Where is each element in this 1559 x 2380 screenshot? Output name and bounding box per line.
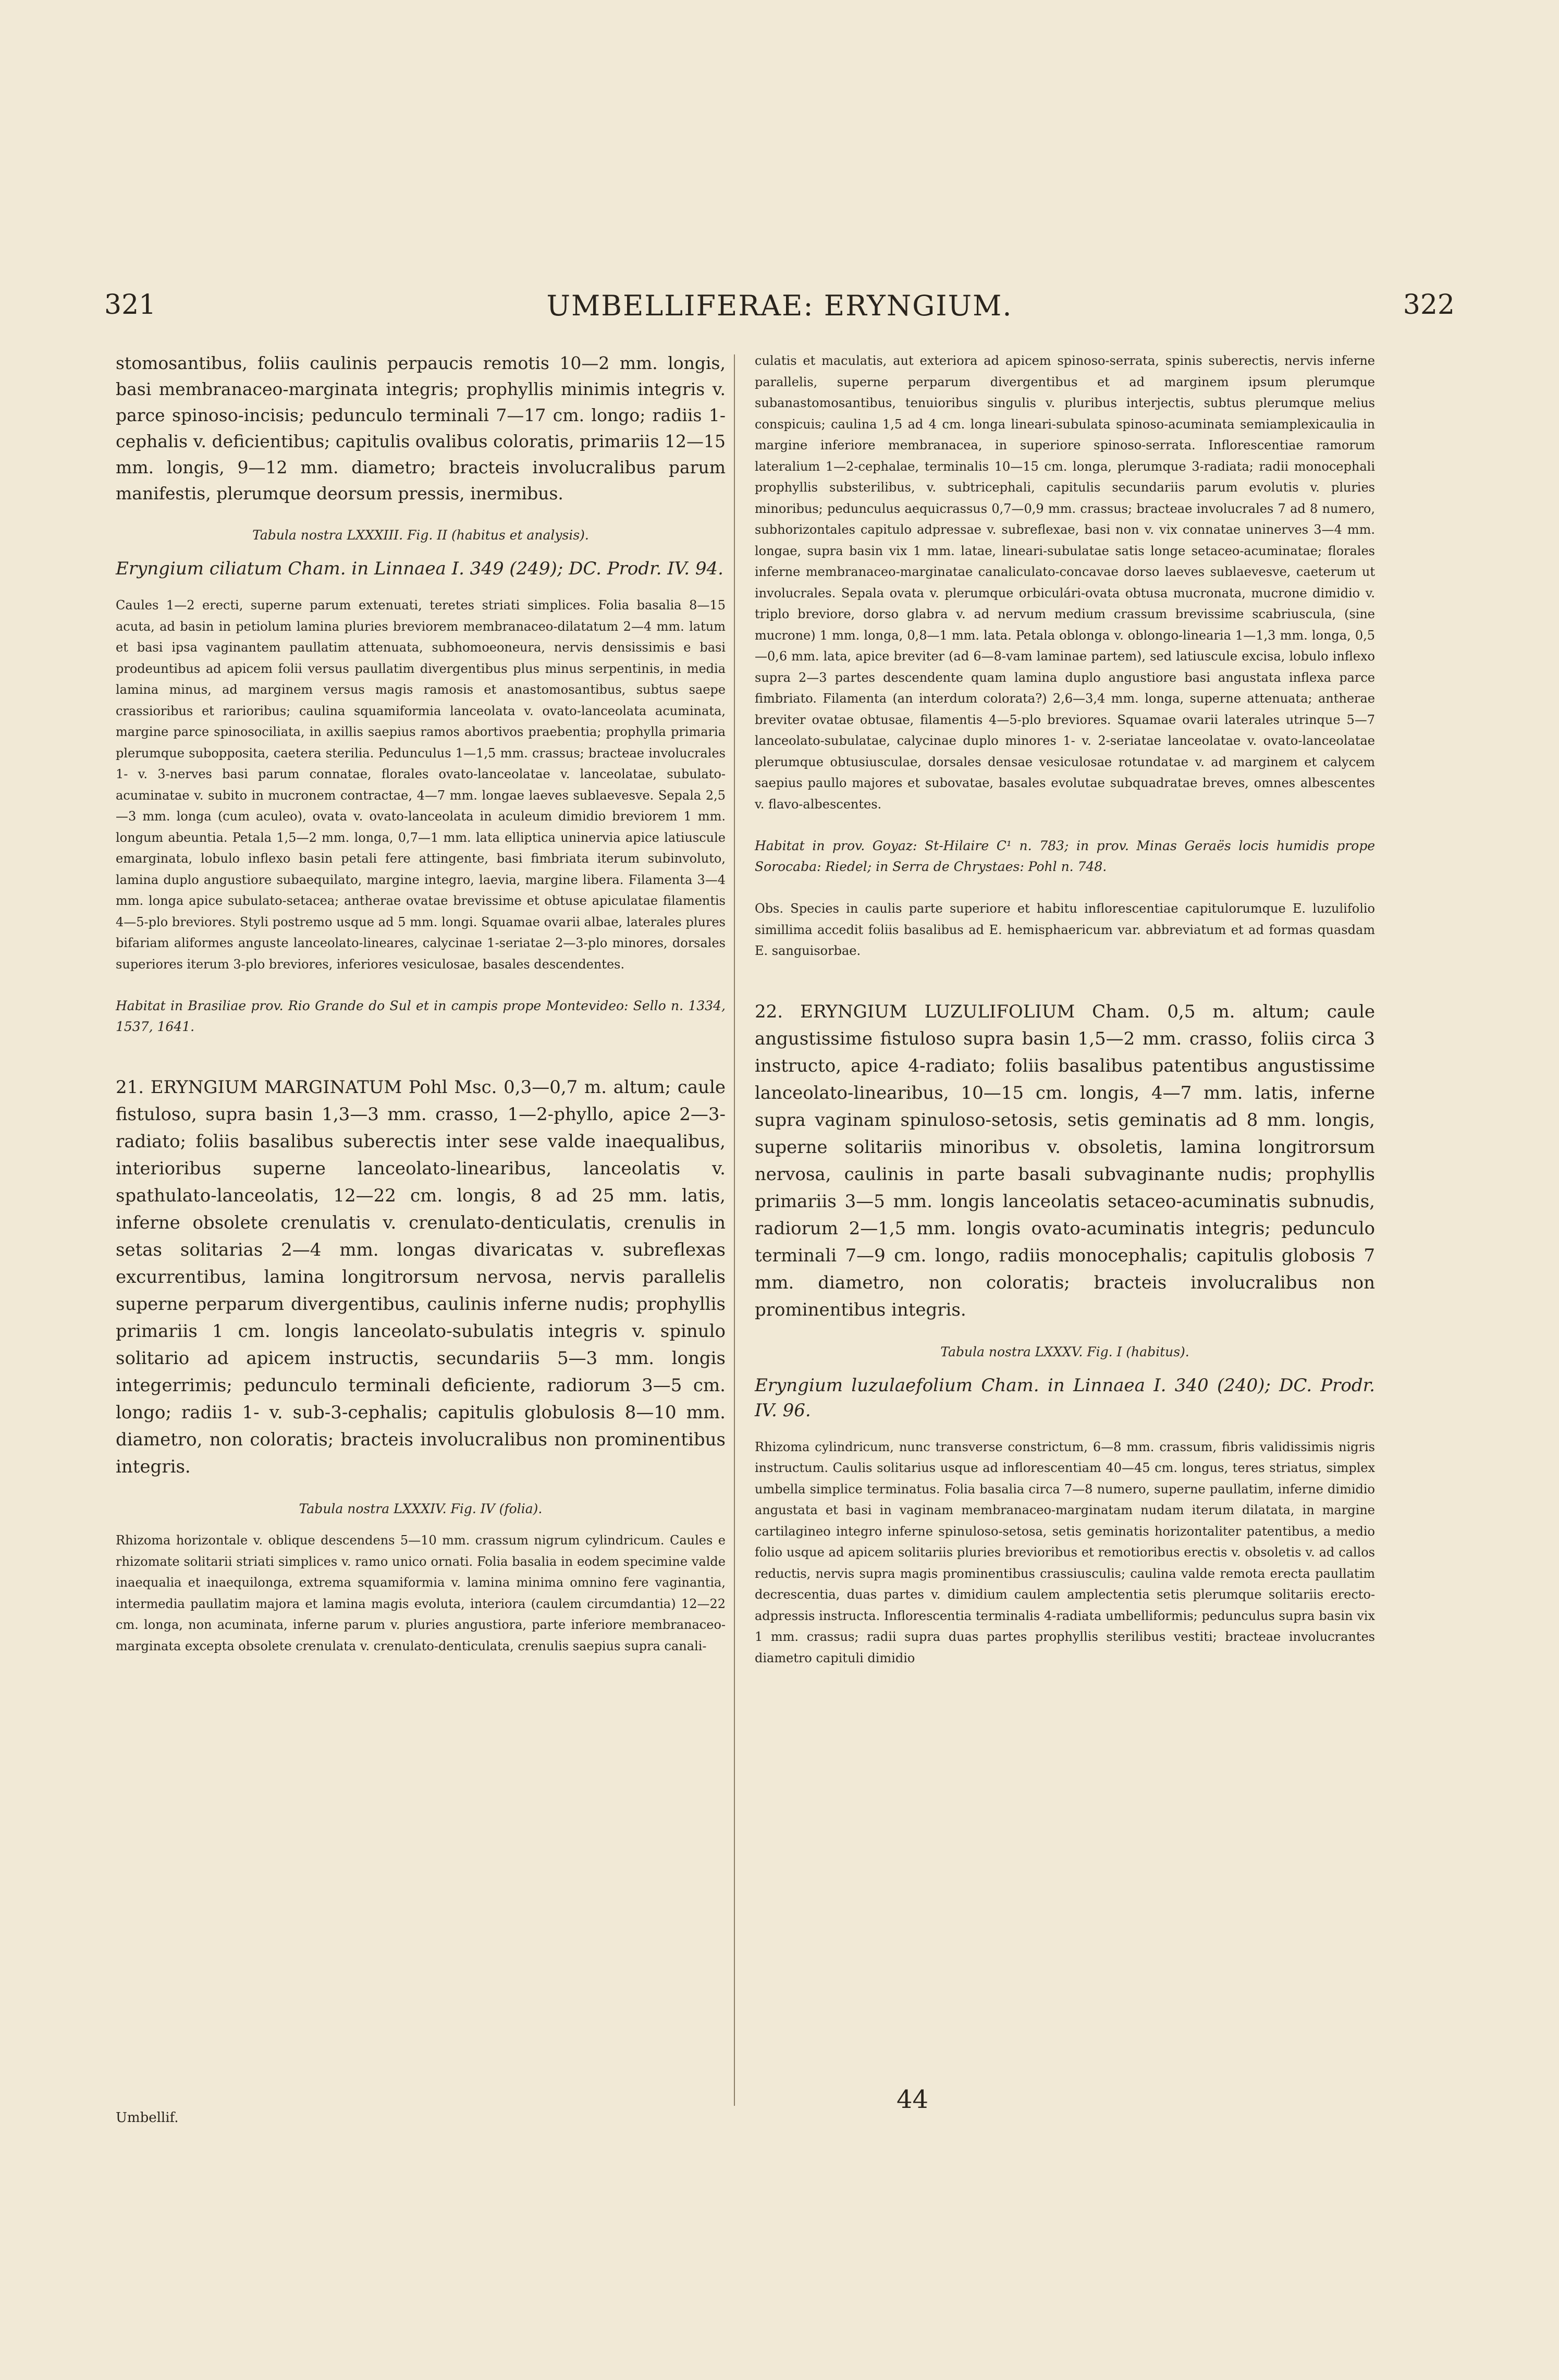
page-number-right: 322 (1403, 289, 1455, 321)
page-header (104, 289, 1455, 331)
column-divider (734, 354, 735, 2106)
description-continuation: culatis et maculatis, aut exteriora ad apicem spinoso-serrata, spinis suberectis, nervis inferne parallelis, superne perparum divergentibus et ad marginem ipsum plerumque subanastomosantibus, tenuioribus singulis v. pluribus interjectis, subtus plerumque melius conspicuis; caulina 1,5 ad 4 cm. longa lineari-subulata spinoso-acuminata semiamplexicaulia in margine inferiore membranacea, in superiore spinoso-serrata. Inflorescentiae ramorum lateralium 1—2-cephalae, terminalis 10—15 cm. longa, plerumque 3-radiata; radii monocephali prophyllis substerilibus, v. subtricephali, capitulis secundariis parum evolutis v. pluries minoribus; pedunculus aequicrassus 0,7—0,9 mm. crassus; bracteae involucrales 7 ad 8 numero, subhorizontales capitulo adpressae v. subreflexae, basi non v. vix connatae uninerves 3—4 mm. longae, supra basin vix 1 mm. latae, lineari-subulatae satis longe setaceo-acuminatae; florales inferne membranaceo-marginatae canaliculato-concavae dorso laeves sublaevesve, caeterum ut involucrales. Sepala ovata v. plerumque orbiculári-ovata obtusa mucronata, mucrone dimidio v. triplo breviore, dorso glabra v. ad nervum medium crassum brevissime scabriuscula, (sine mucrone) 1 mm. longa, 0,8—1 mm. lata. Petala oblonga v. oblongo-linearia 1—1,3 mm. longa, 0,5—0,6 mm. lata, apice breviter (ad 6—8-vam laminae partem), sed latiuscule excisa, lobulo inflexo supra 2—3 partes descendente quam lamina duplo angustiore basi angustata inflexa parce fimbriato. Filamenta (an interdum colorata?) 2,6—3,4 mm. longa, superne attenuata; antherae breviter ovatae obtusae, filamentis 4—5-plo breviores. Squamae ovarii laterales utrinque 5—7 lanceolato-subulatae, calycinae duplo minores 1- v. 2-seriatae lanceolatae v. ovato-lanceolatae plerumque obtusiusculae, dorsales densae vesiculosae rotundatae v. ad marginem et calycem saepius paullo majores et subovatae, basales evolutae subquadratae breves, omnes albescentes v. flavo-albescentes. (755, 353, 1375, 812)
habitat-paragraph: Habitat in Brasiliae prov. Rio Grande do Sul et in campis prope Montevideo: Sello n. 1334, 1537, 1641. (116, 998, 726, 1034)
synonym-citation: Eryngium luzulaefolium Cham. in Linnaea I. 340 (240); DC. Prodr. IV. 96. (755, 1375, 1375, 1421)
description-paragraph: Caules 1—2 erecti, superne parum extenuati, teretes striati simplices. Folia basalia 8—15 acuta, ad basin in petiolum lamina pluries breviorem membranaceo-dilatatum 2—4 mm. latum et basi ipsa vaginantem paullatim attenuata, subhomoeoneura, nervis densissimis e basi prodeuntibus ad apicem folii versus paullatim divergentibus plus minus serpentinis, in media lamina minus, ad marginem versus magis ramosis et anastomosantibus, subtus saepe crassioribus et rarioribus; caulina squamiformia lanceolata v. ovato-lanceolata acuminata, margine parce spinosociliata, in axillis saepius ramos abortivos praebentia; prophylla primaria plerumque subopposita, caetera sterilia. Pedunculus 1—1,5 mm. crassus; bracteae involucrales 1- v. 3-nerves basi parum connatae, florales ovato-lanceolatae v. lanceolatae, subulato-acuminatae v. subito in mucronem contractae, 4—7 mm. longae laeves sublaevesve. Sepala 2,5—3 mm. longa (cum aculeo), ovata v. ovato-lanceolata in aculeum dimidio breviorem 1 mm. longum abeuntia. Petala 1,5—2 mm. longa, 0,7—1 mm. lata elliptica uninervia apice latiuscule emarginata, lobulo inflexo basin petali fere attingente, basi fimbriata iterum subinvoluto, lamina duplo angustiore subaequilato, margine integro, laevia, margine libera. Filamenta 3—4 mm. longa apice subulato-setacea; antherae ovatae brevissime et obtuse apiculatae filamentis 4—5-plo breviores. Styli postremo usque ad 5 mm. longi. Squamae ovarii albae, laterales plures bifariam aliformes anguste lanceolato-lineares, calycinae 1-seriatae 2—3-plo minores, dorsales superiores iterum 3-plo breviores, inferiores vesiculosae, basales descendentes. (116, 598, 726, 972)
right-column (755, 350, 1375, 1669)
tabula-reference: Tabula nostra LXXXIII. Fig. II (habitus et analysis). (252, 527, 589, 543)
description-paragraph: Rhizoma horizontale v. oblique descendens 5—10 mm. crassum nigrum cylindricum. Caules e rhizomate solitarii striati simplices v. ramo unico ornati. Folia basalia in eodem specimine valde inaequalia et inaequilonga, extrema squamiformia v. lamina minima omnino fere vaginantia, intermedia paullatim majora et lamina magis evoluta, interiora (caulem circumdantia) 12—22 cm. longa, non acuminata, inferne parum v. pluries angustiora, parte inferiore membranaceo-marginata excepta obsolete crenulata v. crenulato-denticulata, crenulis saepius supra canali- (116, 1533, 726, 1653)
intro-paragraph: stomosantibus, foliis caulinis perpaucis remotis 10—2 mm. longis, basi membranaceo-marginata integris; prophyllis minimis integris v. parce spinoso-incisis; pedunculo terminali 7—17 cm. longo; radiis 1-cephalis v. deficientibus; capitulis ovalibus coloratis, primariis 12—15 mm. longis, 9—12 mm. diametro; bracteis involucralibus parum manifestis, plerumque deorsum pressis, inermibus. (116, 353, 726, 504)
species-21-diagnosis: 21. ERYNGIUM MARGINATUM Pohl Msc. 0,3—0,7 m. altum; caule fistuloso, supra basin 1,3—3 mm. crasso, 1—2-phyllo, apice 2—3-radiato; foliis basalibus suberectis inter sese valde inaequalibus, interioribus superne lanceolato-linearibus, lanceolatis v. spathulato-lanceolatis, 12—22 cm. longis, 8 ad 25 mm. latis, inferne obsolete crenulatis v. crenulato-denticulatis, crenulis in setas solitarias 2—4 mm. longas divaricatas v. subreflexas excurrentibus, lamina longitrorsum nervosa, nervis parallelis superne perparum divergentibus, caulinis inferne nudis; prophyllis primariis 1 cm. longis lanceolato-subulatis integris v. spinulo solitario ad apicem instructis, secundariis 5—3 mm. longis integerrimis; pedunculo terminali deficiente, radiorum 3—5 cm. longo; radiis 1- v. sub-3-cephalis; capitulis globulosis 8—10 mm. diametro, non coloratis; bracteis involucralibus non prominentibus integris. (116, 1077, 726, 1477)
species-22-diagnosis: 22. ERYNGIUM LUZULIFOLIUM Cham. 0,5 m. altum; caule angustissime fistuloso supra basin 1,5—2 mm. crasso, foliis circa 3 instructo, apice 4-radiato; foliis basalibus patentibus angustissime lanceolato-linearibus, 10—15 cm. longis, 4—7 mm. latis, inferne supra vaginam spinuloso-setosis, setis geminatis ad 8 mm. longis, superne solitariis minoribus v. obsoletis, lamina longitrorsum nervosa, caulinis in parte basali subvaginante nudis; prophyllis primariis 3—5 mm. longis lanceolatis setaceo-acuminatis subnudis, radiorum 2—1,5 mm. longis ovato-acuminatis integris; pedunculo terminali 7—9 cm. longo, radiis monocephalis; capitulis globosis 7 mm. diametro, non coloratis; bracteis involucralibus non prominentibus integris. (755, 1001, 1375, 1320)
sheet-signature-number: 44 (897, 2085, 929, 2114)
observation-note: Obs. Species in caulis parte superiore et habitu inflorescentiae capitulorumque E. luzulifolio simillima accedit foliis basalibus ad E. hemisphaericum var. abbreviatum et ad formas quasdam E. sanguisorbae. (755, 901, 1375, 958)
tabula-reference: Tabula nostra LXXXIV. Fig. IV (folia). (299, 1501, 543, 1516)
left-column (116, 350, 726, 1657)
footer-signature-label: Umbellif. (116, 2110, 179, 2126)
tabula-reference: Tabula nostra LXXXV. Fig. I (habitus). (940, 1344, 1189, 1359)
running-title: UMBELLIFERAE: ERYNGIUM. (546, 289, 1013, 322)
synonym-citation: Eryngium ciliatum Cham. in Linnaea I. 349 (249); DC. Prodr. IV. 94. (116, 558, 723, 579)
page-number-left: 321 (104, 289, 156, 321)
habitat-paragraph: Habitat in prov. Goyaz: St-Hilaire C¹ n. 783; in prov. Minas Geraës locis humidis prope Sorocaba: Riedel; in Serra de Chrystaes: Pohl n. 748. (755, 838, 1375, 874)
description-paragraph: Rhizoma cylindricum, nunc transverse constrictum, 6—8 mm. crassum, fibris validissimis nigris instructum. Caulis solitarius usque ad inflorescentiam 40—45 cm. longus, teres striatus, simplex umbella simplice terminatus. Folia basalia circa 7—8 numero, superne paullatim, inferne dimidio angustata et basi in vaginam membranaceo-marginatam nudam iterum dilatata, in margine cartilagineo integro inferne spinuloso-setosa, setis geminatis horizontaliter patentibus, a medio folio usque ad apicem solitariis pluries brevioribus et remotioribus erectis v. obsoletis v. ad callos reductis, nervis supra magis prominentibus crassiusculis; caulina valde remota erecta paullatim decrescentia, duas partes v. dimidium caulem amplectentia setis plerumque solitariis erecto-adpressis instructa. Inflorescentia terminalis 4-radiata umbelliformis; pedunculus supra basin vix 1 mm. crassus; radii supra duas partes prophyllis sterilibus vestiti; bracteae involucrantes diametro capituli dimidio (755, 1439, 1375, 1665)
